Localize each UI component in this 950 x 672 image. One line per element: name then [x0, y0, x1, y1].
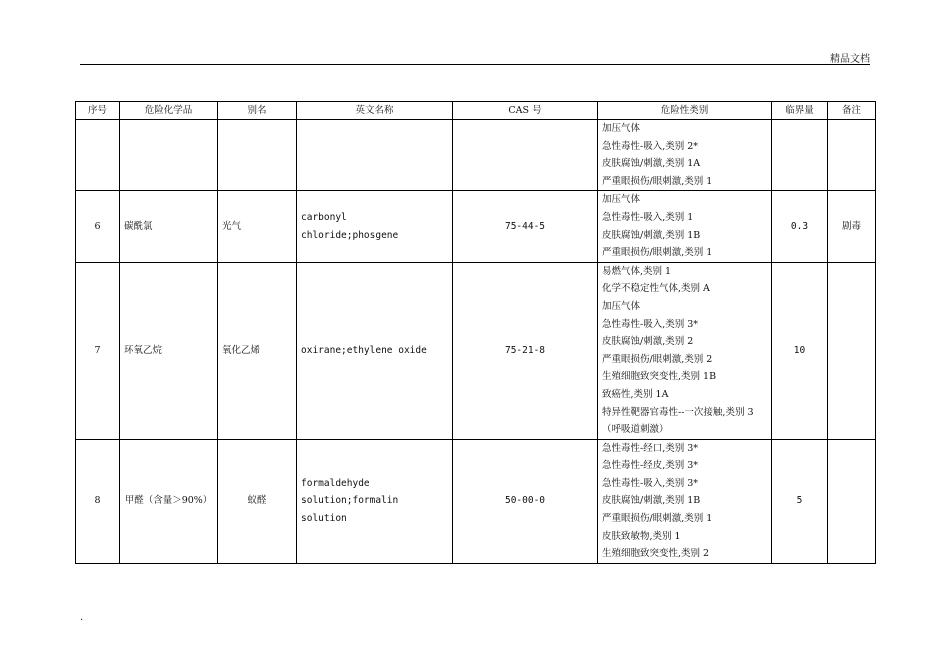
cell-alias: 蚁醛: [218, 439, 297, 563]
footer-mark: .: [80, 612, 84, 623]
hazard-item: 急性毒性-经口,类别 3*: [602, 442, 699, 454]
cell-cas: 75-44-5: [453, 191, 598, 262]
column-header: 危险性类别: [598, 102, 772, 120]
hazard-item: 皮肤腐蚀/刺激,类别 1B: [602, 495, 701, 507]
cell-cas: [453, 120, 598, 191]
hazard-item: 严重眼损伤/眼刺激,类别 1: [602, 175, 713, 187]
hazard-item: 加压气体: [602, 194, 641, 206]
cell-name: 环氧乙烷: [120, 262, 218, 439]
hazard-item: 致癌性,类别 1A: [602, 388, 669, 400]
table-header-row: [76, 102, 876, 120]
english-name-line: formaldehyde: [301, 477, 370, 489]
cell-english: [297, 120, 453, 191]
hazard-item: 严重眼损伤/眼刺激,类别 1: [602, 513, 713, 525]
hazard-item: 加压气体: [602, 123, 641, 134]
cell-remark: 剧毒: [828, 191, 876, 262]
cell-threshold: 5: [772, 439, 828, 563]
cell-no: 7: [76, 262, 120, 439]
cell-remark: [828, 262, 876, 439]
hazard-item: 严重眼损伤/眼刺激,类别 2: [602, 353, 713, 365]
hazard-item: 皮肤腐蚀/刺激,类别 1B: [602, 229, 701, 241]
hazard-item: 皮肤腐蚀/刺激,类别 2: [602, 336, 694, 348]
cell-no: 8: [76, 439, 120, 563]
english-name-line: carbonyl: [301, 211, 347, 223]
cell-hazards: [598, 439, 772, 563]
table-row: [76, 120, 876, 191]
column-header: 英文名称: [297, 102, 453, 120]
header-rule: [80, 64, 870, 65]
hazard-item: 急性毒性-经皮,类别 3*: [602, 460, 699, 472]
cell-english: [297, 191, 453, 262]
cell-english: [297, 439, 453, 563]
hazard-item: 急性毒性-吸入,类别 1: [602, 211, 694, 223]
hazard-item: 皮肤致敏物,类别 1: [602, 530, 681, 542]
hazard-item: 特异性靶器官毒性--一次接触,类别 3（呼吸道刺激）: [602, 406, 754, 436]
hazard-item: 急性毒性-吸入,类别 3*: [602, 477, 699, 489]
cell-alias: 光气: [218, 191, 297, 262]
cell-name: 甲醛（含量＞90%）: [120, 439, 218, 563]
table-row: [76, 262, 876, 439]
hazard-item: 急性毒性-吸入,类别 3*: [602, 318, 699, 330]
hazard-item: 严重眼损伤/眼刺激,类别 1: [602, 247, 713, 259]
hazard-item: 急性毒性-吸入,类别 2*: [602, 140, 699, 152]
hazard-item: 生殖细胞致突变性,类别 2: [602, 548, 710, 560]
cell-remark: [828, 439, 876, 563]
cell-alias: [218, 120, 297, 191]
cell-name: 碳酰氯: [120, 191, 218, 262]
column-header: 临界量: [772, 102, 828, 120]
english-name-line: chloride;phosgene: [301, 229, 399, 241]
page-header-text: 精品文档: [830, 54, 870, 65]
column-header: CAS 号: [453, 102, 598, 120]
cell-threshold: [772, 120, 828, 191]
hazard-item: 皮肤腐蚀/刺激,类别 1A: [602, 158, 701, 170]
table-row: [76, 439, 876, 563]
hazard-item: 化学不稳定性气体,类别 A: [602, 283, 710, 295]
cell-hazards: [598, 120, 772, 191]
english-name-line: solution: [301, 513, 347, 525]
cell-hazards: [598, 191, 772, 262]
table-row: [76, 191, 876, 262]
hazard-item: 加压气体: [602, 300, 641, 312]
english-name-line: solution;formalin: [301, 495, 399, 507]
hazard-item: 生殖细胞致突变性,类别 1B: [602, 371, 717, 383]
cell-no: 6: [76, 191, 120, 262]
hazard-item: 易燃气体,类别 1: [602, 265, 672, 277]
column-header: 序号: [76, 102, 120, 120]
hazard-chemicals-table: [75, 101, 876, 564]
cell-english: [297, 262, 453, 439]
cell-no: [76, 120, 120, 191]
column-header: 备注: [828, 102, 876, 120]
cell-hazards: [598, 262, 772, 439]
cell-alias: 氧化乙烯: [218, 262, 297, 439]
cell-name: [120, 120, 218, 191]
column-header: 危险化学品: [120, 102, 218, 120]
cell-remark: [828, 120, 876, 191]
column-header: 别名: [218, 102, 297, 120]
english-name-line: oxirane;ethylene oxide: [301, 344, 427, 356]
cell-threshold: 0.3: [772, 191, 828, 262]
cell-cas: 50-00-0: [453, 439, 598, 563]
cell-threshold: 10: [772, 262, 828, 439]
cell-cas: 75-21-8: [453, 262, 598, 439]
